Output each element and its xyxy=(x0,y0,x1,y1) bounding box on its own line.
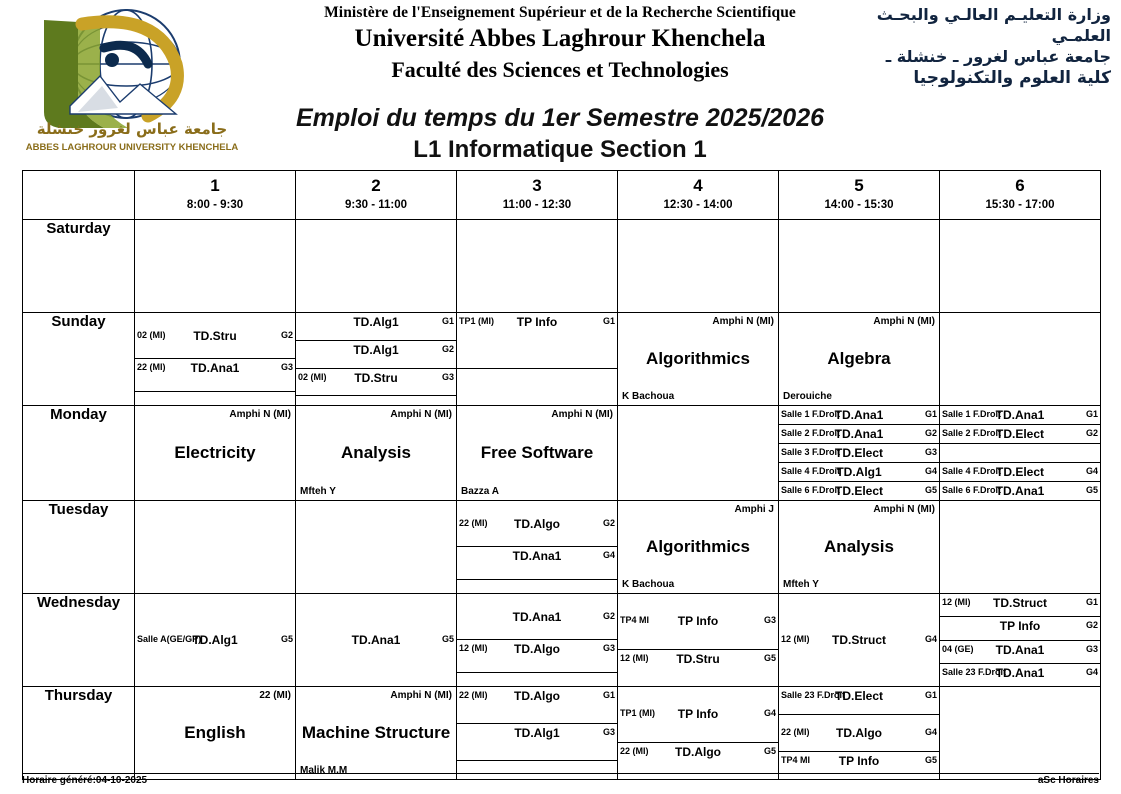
room-label: Salle 23 F.Droit xyxy=(942,666,1007,677)
course-block[interactable] xyxy=(135,406,295,500)
group-label: G2 xyxy=(924,428,937,438)
generated-date: Horaire généré:04-10-2025 xyxy=(22,775,148,786)
group-label: G5 xyxy=(441,634,454,644)
room-label: 22 (MI) xyxy=(620,745,649,756)
cell-wednesday-3[interactable] xyxy=(457,594,618,687)
course-label: TD.Ana1 xyxy=(995,642,1045,657)
group-label: G1 xyxy=(602,316,615,326)
day-label-wednesday: Wednesday xyxy=(23,594,135,687)
room-label: Salle 1 F.Droit xyxy=(942,409,1002,419)
corner-cell xyxy=(23,171,135,220)
session-entry[interactable] xyxy=(779,444,939,463)
group-label: G1 xyxy=(924,409,937,419)
cell-saturday-1[interactable] xyxy=(135,220,296,313)
column-header-6 xyxy=(940,171,1101,220)
course-label: TD.Elect xyxy=(995,465,1044,479)
cell-tuesday-5[interactable] xyxy=(779,501,940,594)
session-entry[interactable] xyxy=(135,359,295,392)
course-label: TD.Ana1 xyxy=(351,633,401,647)
session-entry[interactable] xyxy=(779,406,939,425)
session-entry[interactable] xyxy=(618,650,778,686)
session-entry[interactable] xyxy=(940,617,1100,640)
course-label: TD.Ana1 xyxy=(190,361,240,375)
cell-tuesday-6[interactable] xyxy=(940,501,1101,594)
teacher-label: Bazza A xyxy=(461,486,499,497)
course-block[interactable] xyxy=(296,687,456,779)
room-label: Salle 6 F.Droit xyxy=(942,485,1002,495)
course-label: TP Info xyxy=(677,614,719,629)
course-label: TD.Alg1 xyxy=(514,726,560,740)
session-entry[interactable] xyxy=(940,425,1100,444)
cell-tuesday-4[interactable] xyxy=(618,501,779,594)
column-header-3 xyxy=(457,171,618,220)
arabic-faculty-line: كلية العلوم والتكنولوجيا xyxy=(913,68,1111,88)
session-entry[interactable] xyxy=(940,482,1100,500)
timetable-row-tuesday xyxy=(23,501,1101,594)
course-label: TP Info xyxy=(999,619,1041,634)
room-label: Amphi N (MI) xyxy=(390,409,452,420)
session-entry[interactable] xyxy=(779,425,939,444)
timetable-table xyxy=(22,170,1101,780)
room-label: 02 (MI) xyxy=(137,329,166,340)
course-label: TD.Stru xyxy=(676,651,720,666)
logo-caption-en-text: ABBES LAGHROUR UNIVERSITY KHENCHELA xyxy=(25,142,239,153)
course-label: TD.Ana1 xyxy=(512,609,562,624)
day-label-thursday: Thursday xyxy=(23,687,135,780)
group-label: G1 xyxy=(1085,597,1098,607)
group-label: G4 xyxy=(763,708,776,719)
course-label: TD.Alg1 xyxy=(353,342,399,357)
slot-number: 3 xyxy=(532,176,542,195)
group-label: G5 xyxy=(924,755,937,765)
document-title: Emploi du temps du 1er Semestre 2025/2026 xyxy=(295,104,824,132)
course-label: TD.Struct xyxy=(993,596,1047,610)
group-label: G3 xyxy=(280,362,293,372)
session-entry[interactable] xyxy=(618,612,778,649)
course-title: Algorithmics xyxy=(646,537,750,556)
cell-wednesday-6[interactable] xyxy=(940,594,1101,687)
session-entry[interactable] xyxy=(779,724,939,752)
timetable-row-monday xyxy=(23,406,1101,501)
group-label: G4 xyxy=(1085,466,1098,476)
cell-saturday-3[interactable] xyxy=(457,220,618,313)
slot-time: 11:00 - 12:30 xyxy=(502,199,572,211)
cell-thursday-2[interactable] xyxy=(296,687,457,780)
cell-monday-6[interactable] xyxy=(940,406,1101,501)
slot-time: 14:00 - 15:30 xyxy=(824,199,894,211)
group-label: G2 xyxy=(280,329,293,340)
group-label: G4 xyxy=(924,634,937,644)
ministry-line: Ministère de l'Enseignement Supérieur et de la Recherche Scientifique xyxy=(324,4,796,21)
session-entry[interactable] xyxy=(135,327,295,360)
course-label: TP Info xyxy=(516,315,558,329)
slot-number: 5 xyxy=(854,176,864,195)
session-entry[interactable] xyxy=(457,515,617,548)
cell-thursday-4[interactable] xyxy=(618,687,779,780)
software-label: aSc Horaires xyxy=(1037,775,1099,786)
cell-sunday-1[interactable] xyxy=(135,313,296,406)
room-label: Salle 6 F.Droit xyxy=(781,485,841,495)
cell-wednesday-2[interactable] xyxy=(296,594,457,687)
room-label: 22 (MI) xyxy=(259,690,291,701)
course-label: TD.Stru xyxy=(354,370,398,385)
course-block[interactable] xyxy=(618,313,778,405)
day-label-sunday: Sunday xyxy=(23,313,135,406)
room-label: 02 (MI) xyxy=(298,371,327,382)
group-label: G3 xyxy=(602,643,615,653)
course-block[interactable] xyxy=(618,501,778,593)
room-label: Salle 2 F.Droit xyxy=(781,428,841,438)
session-entry[interactable] xyxy=(457,724,617,761)
university-logo xyxy=(8,2,258,162)
room-label: Amphi N (MI) xyxy=(712,316,774,327)
timetable-row-saturday xyxy=(23,220,1101,313)
room-label: Amphi N (MI) xyxy=(390,690,452,701)
course-title: Electricity xyxy=(174,443,256,462)
group-label: G4 xyxy=(1085,666,1098,677)
session-entry[interactable] xyxy=(940,594,1100,617)
session-entry[interactable] xyxy=(457,608,617,641)
course-title: Algorithmics xyxy=(646,349,750,368)
cell-tuesday-2[interactable] xyxy=(296,501,457,594)
group-label: G5 xyxy=(280,634,293,644)
course-label: TD.Algo xyxy=(836,726,882,740)
slot-number: 6 xyxy=(1015,176,1025,195)
faculty-line: Faculté des Sciences et Technologies xyxy=(391,57,729,82)
group-label: G4 xyxy=(602,550,615,560)
slot-number: 4 xyxy=(693,176,703,195)
course-label: TP Info xyxy=(838,754,880,768)
course-block[interactable] xyxy=(779,501,939,593)
session-entry[interactable] xyxy=(457,547,617,580)
group-label: G2 xyxy=(441,343,454,354)
course-label: TD.Elect xyxy=(834,689,883,703)
group-label: G2 xyxy=(1085,428,1098,438)
group-label: G5 xyxy=(924,485,937,495)
day-label-tuesday: Tuesday xyxy=(23,501,135,594)
cell-wednesday-1[interactable] xyxy=(135,594,296,687)
room-label: Amphi N (MI) xyxy=(873,316,935,327)
group-label: G5 xyxy=(763,652,776,663)
course-label: TP Info xyxy=(677,707,719,722)
room-label: Salle 3 F.Droit xyxy=(781,447,841,457)
session-entry[interactable] xyxy=(940,444,1100,463)
cell-monday-4[interactable] xyxy=(618,406,779,501)
course-title: Machine Structure xyxy=(301,723,451,742)
teacher-label: Mfteh Y xyxy=(783,579,819,590)
course-label: TD.Alg1 xyxy=(353,315,399,329)
session-entry[interactable] xyxy=(618,705,778,742)
cell-saturday-4[interactable] xyxy=(618,220,779,313)
course-block[interactable] xyxy=(457,406,617,500)
group-label: G1 xyxy=(1085,409,1098,419)
course-label: TD.Elect xyxy=(995,427,1044,441)
cell-sunday-3[interactable] xyxy=(457,313,618,406)
group-label: G2 xyxy=(1085,620,1098,631)
group-label: G2 xyxy=(602,610,615,621)
session-entry[interactable] xyxy=(296,313,456,341)
course-label: TD.Stru xyxy=(193,328,237,343)
session-entry[interactable] xyxy=(296,341,456,369)
group-label: G1 xyxy=(441,316,454,326)
slot-time: 9:30 - 11:00 xyxy=(344,199,407,211)
cell-wednesday-5[interactable] xyxy=(779,594,940,687)
group-label: G5 xyxy=(1085,485,1098,495)
room-label: 22 (MI) xyxy=(781,727,810,737)
course-label: TD.Algo xyxy=(514,642,560,656)
cell-monday-3[interactable] xyxy=(457,406,618,501)
room-label: Amphi N (MI) xyxy=(229,409,291,420)
room-label: TP1 (MI) xyxy=(459,316,494,326)
room-label: 04 (GE) xyxy=(942,643,974,654)
group-label: G3 xyxy=(763,615,776,626)
room-label: 12 (MI) xyxy=(942,597,971,607)
group-label: G3 xyxy=(924,447,937,457)
room-label: Salle A(GE/GP) xyxy=(137,634,202,644)
course-title: English xyxy=(184,723,246,742)
room-label: Amphi N (MI) xyxy=(873,504,935,515)
session-entry[interactable] xyxy=(135,631,295,686)
timetable-row-sunday xyxy=(23,313,1101,406)
room-label: TP4 MI xyxy=(781,755,811,765)
column-header-1 xyxy=(135,171,296,220)
group-label: G1 xyxy=(602,690,615,700)
session-entry[interactable] xyxy=(457,640,617,673)
group-label: G3 xyxy=(441,371,454,382)
room-label: 22 (MI) xyxy=(459,517,488,528)
cell-monday-1[interactable] xyxy=(135,406,296,501)
course-title: Free Software xyxy=(480,443,594,462)
column-header-2 xyxy=(296,171,457,220)
room-label: Amphi N (MI) xyxy=(551,409,613,420)
course-title: Analysis xyxy=(341,443,411,462)
timetable-row-thursday xyxy=(23,687,1101,780)
course-label: TD.Alg1 xyxy=(836,465,882,479)
cell-monday-2[interactable] xyxy=(296,406,457,501)
course-block[interactable] xyxy=(296,406,456,500)
group-label: G3 xyxy=(602,727,615,737)
course-label: TD.Elect xyxy=(834,446,883,460)
cell-saturday-5[interactable] xyxy=(779,220,940,313)
cell-thursday-6[interactable] xyxy=(940,687,1101,780)
course-title: Analysis xyxy=(824,537,894,556)
group-label: G4 xyxy=(924,727,937,737)
course-label: TD.Struct xyxy=(832,633,886,647)
university-line: Université Abbes Laghrour Khenchela xyxy=(354,25,766,52)
room-label: Salle 2 F.Droit xyxy=(942,428,1002,438)
slot-time: 12:30 - 14:00 xyxy=(663,199,733,211)
session-entry[interactable] xyxy=(296,631,456,686)
teacher-label: Malik M.M xyxy=(300,765,348,776)
document-footer xyxy=(22,773,1099,790)
session-entry[interactable] xyxy=(296,369,456,397)
cell-monday-5[interactable] xyxy=(779,406,940,501)
room-label: 22 (MI) xyxy=(459,690,488,700)
group-label: G1 xyxy=(924,690,937,700)
slot-number: 2 xyxy=(371,176,381,195)
session-entry[interactable] xyxy=(457,313,617,369)
course-label: TD.Algo xyxy=(675,744,721,759)
course-label: TD.Ana1 xyxy=(995,408,1045,422)
cell-wednesday-4[interactable] xyxy=(618,594,779,687)
room-label: TP1 (MI) xyxy=(620,708,655,719)
session-entry[interactable] xyxy=(940,641,1100,664)
cell-saturday-6[interactable] xyxy=(940,220,1101,313)
course-label: TD.Ana1 xyxy=(995,665,1045,680)
timetable xyxy=(22,170,1100,780)
room-label: 12 (MI) xyxy=(459,643,488,653)
document-subtitle: L1 Informatique Section 1 xyxy=(413,136,707,163)
teacher-label: Derouiche xyxy=(783,391,832,402)
course-label: TD.Algo xyxy=(514,689,560,703)
room-label: Salle 23 F.Droit xyxy=(781,690,846,700)
course-label: TD.Elect xyxy=(834,484,883,498)
slot-time: 8:00 - 9:30 xyxy=(186,199,244,211)
course-title: Algebra xyxy=(827,349,891,368)
group-label: G3 xyxy=(1085,643,1098,654)
group-label: G5 xyxy=(763,745,776,756)
teacher-label: K Bachoua xyxy=(622,391,675,402)
teacher-label: Mfteh Y xyxy=(300,486,336,497)
room-label: 12 (MI) xyxy=(781,634,810,644)
cell-sunday-4[interactable] xyxy=(618,313,779,406)
cell-thursday-1[interactable] xyxy=(135,687,296,780)
course-label: TD.Ana1 xyxy=(995,484,1045,498)
cell-sunday-2[interactable] xyxy=(296,313,457,406)
slot-number: 1 xyxy=(210,176,220,195)
course-block[interactable] xyxy=(135,687,295,779)
arabic-ministry-line: وزارة التعليـم العالـي والبحـث العلمـي xyxy=(876,5,1111,45)
cell-tuesday-3[interactable] xyxy=(457,501,618,594)
cell-thursday-3[interactable] xyxy=(457,687,618,780)
column-header-4 xyxy=(618,171,779,220)
room-label: 22 (MI) xyxy=(137,362,166,372)
session-entry[interactable] xyxy=(779,631,939,686)
session-entry[interactable] xyxy=(779,482,939,500)
course-label: TD.Alg1 xyxy=(192,633,238,647)
day-label-saturday: Saturday xyxy=(23,220,135,313)
logo-caption-ar-text: جامعة عباس لغرور خنشلة xyxy=(36,120,228,138)
room-label: Salle 1 F.Droit xyxy=(781,409,841,419)
session-entry[interactable] xyxy=(940,406,1100,425)
course-block[interactable] xyxy=(779,313,939,405)
session-entry[interactable] xyxy=(940,664,1100,686)
header-center-text xyxy=(230,2,890,83)
teacher-label: K Bachoua xyxy=(622,579,675,590)
column-header-5 xyxy=(779,171,940,220)
room-label: Salle 4 F.Droit xyxy=(781,466,841,476)
course-label: TD.Algo xyxy=(514,516,560,531)
cell-thursday-5[interactable] xyxy=(779,687,940,780)
cell-sunday-5[interactable] xyxy=(779,313,940,406)
cell-sunday-6[interactable] xyxy=(940,313,1101,406)
course-label: TD.Ana1 xyxy=(512,549,562,563)
cell-saturday-2[interactable] xyxy=(296,220,457,313)
timetable-header-row xyxy=(23,171,1101,220)
course-label: TD.Ana1 xyxy=(834,408,884,422)
group-label: G4 xyxy=(924,466,937,476)
slot-time: 15:30 - 17:00 xyxy=(985,199,1055,211)
header-arabic-text xyxy=(821,4,1111,89)
room-label: Salle 4 F.Droit xyxy=(942,466,1002,476)
course-label: TD.Ana1 xyxy=(834,427,884,441)
group-label: G2 xyxy=(602,517,615,528)
room-label: TP4 MI xyxy=(620,615,650,626)
room-label: Amphi J xyxy=(734,504,774,515)
day-label-monday: Monday xyxy=(23,406,135,501)
session-entry[interactable] xyxy=(779,463,939,482)
cell-tuesday-1[interactable] xyxy=(135,501,296,594)
session-entry[interactable] xyxy=(779,687,939,715)
timetable-row-wednesday xyxy=(23,594,1101,687)
arabic-university-line: جامعة عباس لغرور ـ خنشلة ـ xyxy=(885,47,1111,66)
room-label: 12 (MI) xyxy=(620,652,649,663)
document-header xyxy=(0,0,1121,168)
session-entry[interactable] xyxy=(940,463,1100,482)
session-entry[interactable] xyxy=(457,687,617,724)
